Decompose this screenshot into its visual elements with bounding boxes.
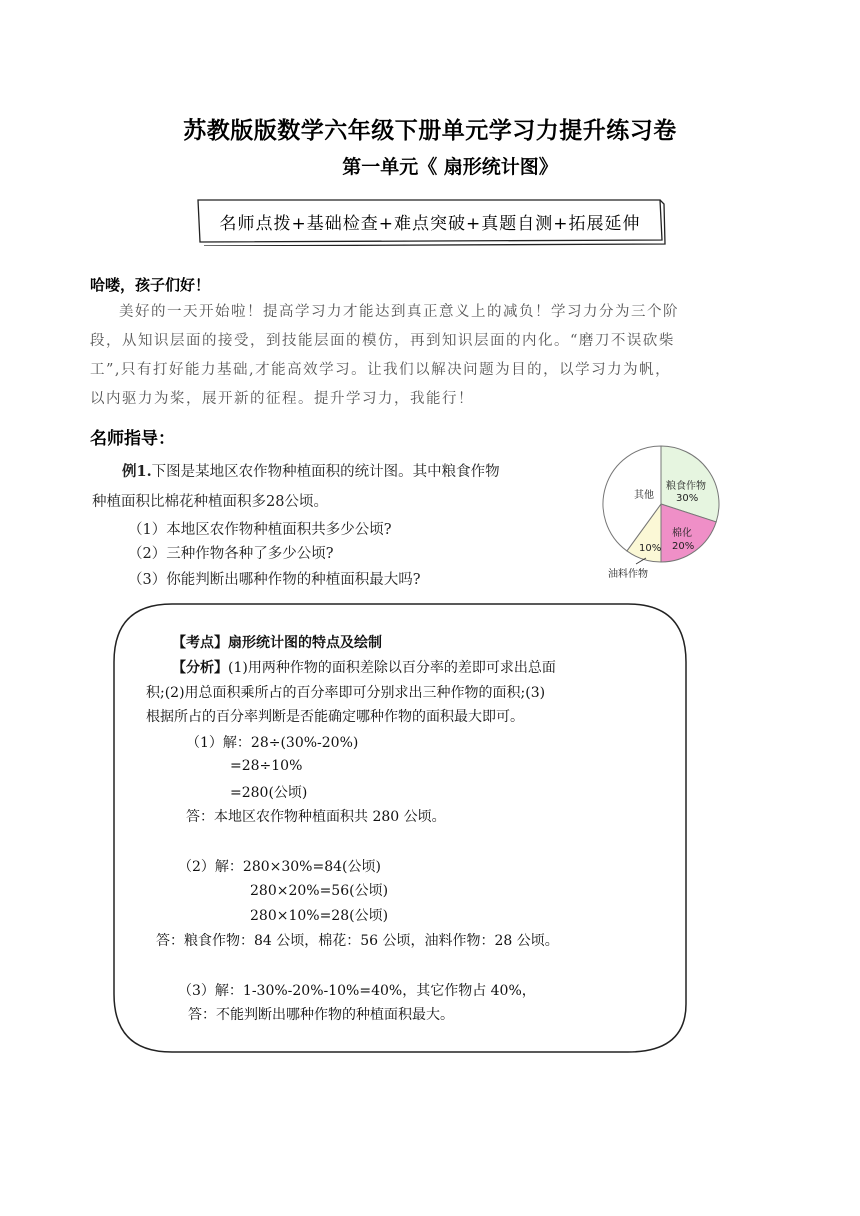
pie-label-oil: 油料作物: [608, 569, 648, 580]
greeting: 哈喽，孩子们好！: [90, 276, 211, 294]
pie-chart: [596, 444, 726, 584]
kaodian-text: 扇形统计图的特点及绘制: [228, 635, 382, 651]
part2-line-3: 280×10%=28(公顷): [250, 908, 389, 924]
intro-line-1: 美好的一天开始啦！提高学习力才能达到真正意义上的减负！学习力分为三个阶: [119, 304, 679, 320]
part2-answer: 答：粮食作物：84 公顷，棉花：56 公顷，油料作物：28 公顷。: [156, 933, 559, 949]
kaodian-tag: 【考点】: [172, 635, 228, 651]
intro-line-4: 以内驱力为桨，展开新的征程。提升学习力，我能行！: [90, 391, 474, 407]
question-2: （2）三种作物各种了多少公顷?: [128, 546, 334, 562]
pie-label-grain: 粮食作物: [666, 481, 706, 492]
example-line-2: 种植面积比棉花种植面积多28公顷。: [92, 494, 328, 510]
intro-line-2: 段，从知识层面的接受，到技能层面的模仿，再到知识层面的内化。“磨刀不误砍柴: [90, 333, 675, 349]
fenxi-text-1: (1)用两种作物的面积差除以百分率的差即可求出总面: [228, 660, 556, 676]
part1-line-1: （1）解：28÷(30%-20%): [186, 735, 359, 751]
kaodian-line: [172, 632, 382, 652]
example-line-1: [122, 460, 500, 481]
question-3: （3）你能判断出哪种作物的种植面积最大吗?: [128, 572, 421, 588]
fenxi-line-3: 根据所占的百分率判断是否能确定哪种作物的面积最大即可。: [146, 709, 524, 725]
pie-label-other: 其他: [634, 490, 654, 501]
part2-line-1: （2）解：280×30%=84(公顷): [178, 859, 381, 875]
guidance-heading: 名师指导：: [90, 429, 175, 449]
pie-value-oil: 10%: [639, 543, 662, 554]
pie-value-grain: 30%: [676, 493, 699, 504]
pie-value-cotton: 20%: [672, 541, 695, 552]
intro-line-3: 工”,只有打好能力基础,才能高效学习。让我们以解决问题为目的，以学习力为帆，: [90, 362, 672, 378]
fenxi-line-1: [172, 657, 556, 677]
question-1: （1）本地区农作物种植面积共多少公顷?: [128, 522, 392, 538]
example-label: 例1.: [122, 463, 152, 480]
fenxi-line-2: 积;(2)用总面积乘所占的百分率即可分别求出三种作物的面积;(3): [146, 685, 546, 701]
example-text-1: 下图是某地区农作物种植面积的统计图。其中粮食作物: [151, 464, 500, 480]
page-subtitle: 第一单元《 扇形统计图》: [342, 156, 558, 178]
part1-line-2: =28÷10%: [230, 758, 303, 774]
part1-line-3: =280(公顷): [230, 785, 308, 801]
part1-answer: 答：本地区农作物种植面积共 280 公顷。: [186, 809, 446, 825]
fenxi-tag: 【分析】: [172, 660, 228, 676]
banner-text: 名师点拨+基础检查+难点突破+真题自测+拓展延伸: [219, 214, 641, 234]
page-title: 苏教版版数学六年级下册单元学习力提升练习卷: [183, 118, 677, 144]
pie-label-cotton: 棉化: [672, 528, 692, 539]
part3-answer: 答：不能判断出哪种作物的种植面积最大。: [188, 1007, 454, 1023]
part2-line-2: 280×20%=56(公顷): [250, 883, 389, 899]
part3-line-1: （3）解：1-30%-20%-10%=40%，其它作物占 40%，: [178, 983, 536, 999]
